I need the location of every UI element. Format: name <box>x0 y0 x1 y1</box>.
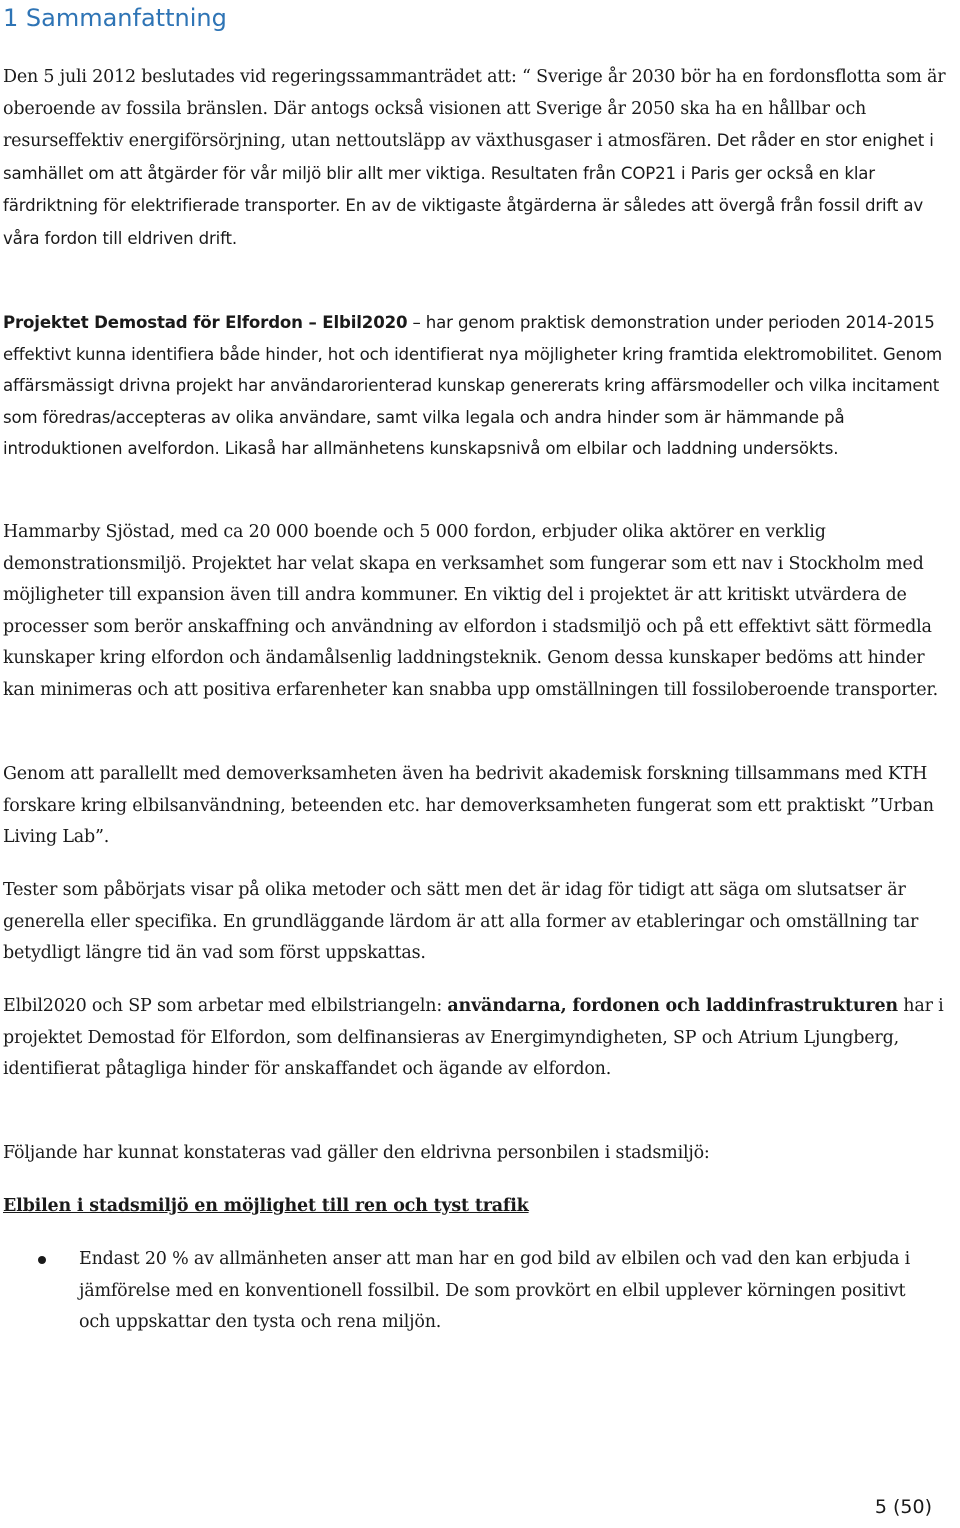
paragraph-hammarby: Hammarby Sjöstad, med ca 20 000 boende och 5 000 fordon, erbjuder olika aktörer en verklig demonstrationsmiljö. Projektet har velat skapa en verksamhet som fungerar som ett nav i Stockholm med möjligheter till expansion även till andra kommuner. En viktig del i projektet är att kritiskt utvärdera de processer som berör anskaffning och användning av elfordon i stadsmiljö och på ett effektivt sätt förmedla kunskaper kring elfordon och ändamålsenlig laddningsteknik. Genom dessa kunskaper bedöms att hinder kan minimeras och att positiva erfarenheter kan snabba upp omställningen till fossiloberoende transporter. <box>3 522 939 700</box>
paragraph-tests: Tester som påbörjats visar på olika metoder och sätt men det är idag för tidigt att säga om slutsatser är generella eller specifika. En grundläggande lärdom är att alla former av etableringar och omställning tar betydligt längre tid än vad som först uppskattas. <box>3 880 919 963</box>
section-heading: 1 Sammanfattning <box>3 4 227 32</box>
triangle-start-text: Elbil2020 och SP som arbetar med elbilstriangeln: <box>3 996 448 1016</box>
project-dash: – <box>302 313 323 332</box>
bullet-list <box>3 1244 958 1339</box>
project-elbil2020-bold: Elbil2020 <box>322 313 408 332</box>
paragraph-conclusions-intro: Följande har kunnat konstateras vad gäller den eldrivna personbilen i stadsmiljö: <box>3 1143 710 1163</box>
bullet-dot-icon <box>38 1256 46 1264</box>
bullet-text: Endast 20 % av allmänheten anser att man har en god bild av elbilen och vad den kan erbjuda i jämförelse med en konventionell fossilbil. De som provkört en elbil upplever körningen positivt och uppskattar den tysta och rena miljön. <box>79 1249 911 1332</box>
project-rest-text: har genom praktisk demonstration under perioden 2014-2015 effektivt kunna identifiera både hinder, hot och identifierat nya möjligheter kring framtida elektromobilitet. Genom affärsmässigt drivna projekt har användarorienterad kunskap genererats kring affärsmodeller och vilka incitament som föredras/accepteras av olika användare, samt vilka legala och andra hinder som är hämmande på introduktionen avelfordon. Likaså har allmänhetens kunskapsnivå om elbilar och laddning undersökts. <box>3 313 943 458</box>
intro-sans-text: Det råder en stor enighet i samhället om att åtgärder för vår miljö blir allt mer viktiga. Resultaten från COP21 i Paris ger också en klar färdriktning för elektrifierade transporter. En av de viktigaste åtgärderna är således att övergå från fossil drift av våra fordon till eldriven drift. <box>3 131 934 248</box>
subheading-elbilen: Elbilen i stadsmiljö en möjlighet till ren och tyst trafik <box>3 1196 529 1216</box>
intro-serif-text: Den 5 juli 2012 beslutades vid regeringssammanträdet att: “ Sverige år 2030 bör ha en fordonsflotta som är oberoende av fossila bränslen. Där antogs också visionen att Sverige år 2050 ska ha en hållbar och resurseffektiv energiförsörjning, utan nettoutsläpp av växthusgaser i atmosfären. <box>3 67 946 151</box>
triangle-bold-text: användarna, fordonen och laddinfrastrukturen <box>447 996 898 1016</box>
project-name-bold: Projektet Demostad för Elfordon <box>3 313 303 332</box>
paragraph-intro <box>3 62 958 255</box>
project-dash-2: – <box>407 313 426 332</box>
paragraph-research: Genom att parallellt med demoverksamheten även ha bedrivit akademisk forskning tillsammans med KTH forskare kring elbilsanvändning, beteenden etc. har demoverksamheten fungerat som ett praktiskt ”Urban Living Lab”. <box>3 764 934 847</box>
paragraph-elbilstriangeln <box>3 991 958 1086</box>
triangle-end-text: har i projektet Demostad för Elfordon, som delfinansieras av Energimyndigheten, SP och Atrium Ljungberg, identifierat påtagliga hinder för anskaffandet och ägande av elfordon. <box>3 996 944 1079</box>
page-number: 5 (50) <box>874 1496 932 1518</box>
paragraph-project <box>3 307 958 465</box>
list-item <box>3 1244 939 1339</box>
